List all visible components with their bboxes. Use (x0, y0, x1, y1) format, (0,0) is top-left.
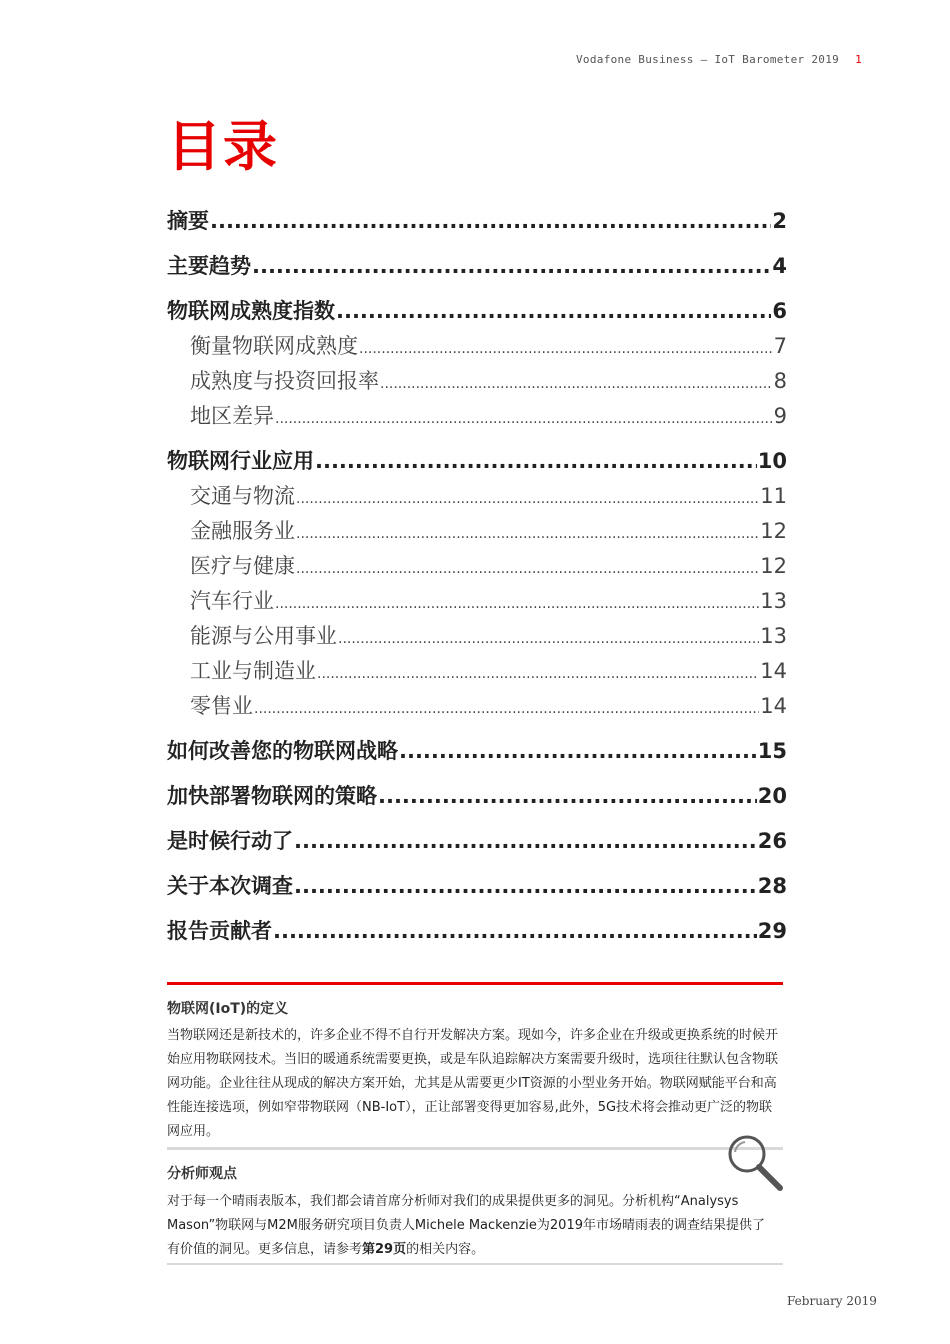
toc-page-number: 14 (760, 694, 787, 718)
toc-label: 如何改善您的物联网战略 (167, 739, 398, 763)
toc-page-number: 15 (757, 739, 787, 763)
analyst-body-text: 对于每一个晴雨表版本，我们都会请首席分析师对我们的成果提供更多的洞见。分析机构“Analysys Mason”物联网与M2M服务研究项目负责人Michele Mackenzie为2019年市场晴雨表的调查结果提供了有价值的洞见。更多信息，请参考 (167, 1194, 765, 1257)
toc-page-number: 12 (760, 519, 787, 543)
toc-page-number: 7 (773, 334, 787, 358)
toc-entry[interactable] (167, 295, 787, 325)
analyst-title: 分析师观点 (167, 1166, 237, 1182)
toc-label: 汽车行业 (190, 589, 274, 613)
toc-label: 加快部署物联网的策略 (167, 784, 377, 808)
toc-entry[interactable] (167, 780, 787, 810)
toc-entry[interactable] (167, 735, 787, 765)
grey-divider-bottom (167, 1263, 783, 1265)
toc-subentry[interactable] (190, 365, 787, 395)
toc-subentry[interactable] (190, 585, 787, 615)
toc-leader-dots (294, 829, 757, 853)
toc-page-number: 10 (757, 449, 787, 473)
toc-leader-dots (399, 739, 757, 763)
page-header (576, 53, 862, 66)
toc-page-number: 13 (760, 624, 787, 648)
header-text: Vodafone Business – IoT Barometer 2019 (576, 53, 840, 66)
analyst-body (167, 1190, 767, 1262)
toc-leader-dots (296, 526, 759, 542)
toc-label: 成熟度与投资回报率 (190, 369, 379, 393)
toc-label: 地区差异 (190, 404, 274, 428)
toc-label: 是时候行动了 (167, 829, 293, 853)
toc-entry[interactable] (167, 205, 787, 235)
red-divider (167, 982, 783, 985)
toc-page-number: 11 (760, 484, 787, 508)
toc-label: 金融服务业 (190, 519, 295, 543)
magnifier-icon (724, 1132, 786, 1194)
toc-entry[interactable] (167, 250, 787, 280)
toc-subentry[interactable] (190, 480, 787, 510)
toc-leader-dots (359, 341, 773, 357)
toc-page-number: 28 (757, 874, 787, 898)
toc-leader-dots (275, 411, 773, 427)
toc-entry[interactable] (167, 870, 787, 900)
toc-leader-dots (317, 666, 759, 682)
toc-leader-dots (273, 919, 757, 943)
analyst-page-ref: 第29页 (362, 1242, 407, 1257)
toc-page-number: 9 (773, 404, 787, 428)
toc-label: 主要趋势 (167, 254, 251, 278)
toc-label: 能源与公用事业 (190, 624, 337, 648)
toc-label: 报告贡献者 (167, 919, 272, 943)
footer-date: February 2019 (787, 1294, 877, 1308)
toc-page-number: 29 (757, 919, 787, 943)
toc-leader-dots (252, 254, 771, 278)
toc-leader-dots (294, 874, 757, 898)
toc-leader-dots (336, 299, 771, 323)
toc-leader-dots (378, 784, 757, 808)
toc-page-number: 20 (757, 784, 787, 808)
toc-label: 工业与制造业 (190, 659, 316, 683)
analyst-body-end: 的相关内容。 (406, 1242, 485, 1257)
toc-subentry[interactable] (190, 330, 787, 360)
toc-page-number: 6 (772, 299, 787, 323)
toc-page-number: 26 (757, 829, 787, 853)
toc-leader-dots (254, 701, 759, 717)
toc-page-number: 12 (760, 554, 787, 578)
toc-leader-dots (296, 491, 759, 507)
grey-divider (167, 1147, 783, 1150)
toc-leader-dots (296, 561, 759, 577)
page-title: 目录 (167, 115, 279, 178)
toc-entry[interactable] (167, 825, 787, 855)
toc-subentry[interactable] (190, 515, 787, 545)
toc-page-number: 2 (772, 209, 787, 233)
toc-subentry[interactable] (190, 690, 787, 720)
toc-page-number: 4 (772, 254, 787, 278)
toc-subentry[interactable] (190, 620, 787, 650)
toc-leader-dots (275, 596, 759, 612)
toc-entry[interactable] (167, 445, 787, 475)
toc-leader-dots (380, 376, 773, 392)
toc-page-number: 8 (773, 369, 787, 393)
toc-label: 衡量物联网成熟度 (190, 334, 358, 358)
toc-subentry[interactable] (190, 400, 787, 430)
toc-label: 关于本次调查 (167, 874, 293, 898)
toc-leader-dots (338, 631, 759, 647)
toc-label: 交通与物流 (190, 484, 295, 508)
toc-label: 医疗与健康 (190, 554, 295, 578)
toc-label: 物联网成熟度指数 (167, 299, 335, 323)
page-number: 1 (855, 53, 862, 66)
toc-leader-dots (315, 449, 757, 473)
toc-subentry[interactable] (190, 550, 787, 580)
toc-leader-dots (210, 209, 771, 233)
toc-page-number: 13 (760, 589, 787, 613)
toc-label: 物联网行业应用 (167, 449, 314, 473)
toc-label: 零售业 (190, 694, 253, 718)
definition-title: 物联网(IoT)的定义 (167, 1001, 289, 1017)
toc-subentry[interactable] (190, 655, 787, 685)
toc-label: 摘要 (167, 209, 209, 233)
toc-entry[interactable] (167, 915, 787, 945)
definition-body: 当物联网还是新技术的，许多企业不得不自行开发解决方案。现如今，许多企业在升级或更换系统的时候开始应用物联网技术。当旧的暖通系统需要更换，或是车队追踪解决方案需要升级时，选项往往默认包含物联网功能。企业往往从现成的解决方案开始，尤其是从需要更少IT资源的小型业务开始。物联网赋能平台和高性能连接选项，例如窄带物联网（NB-IoT），正让部署变得更加容易,此外，5G技术将会推动更广泛的物联网应用。 (167, 1028, 779, 1139)
toc-page-number: 14 (760, 659, 787, 683)
